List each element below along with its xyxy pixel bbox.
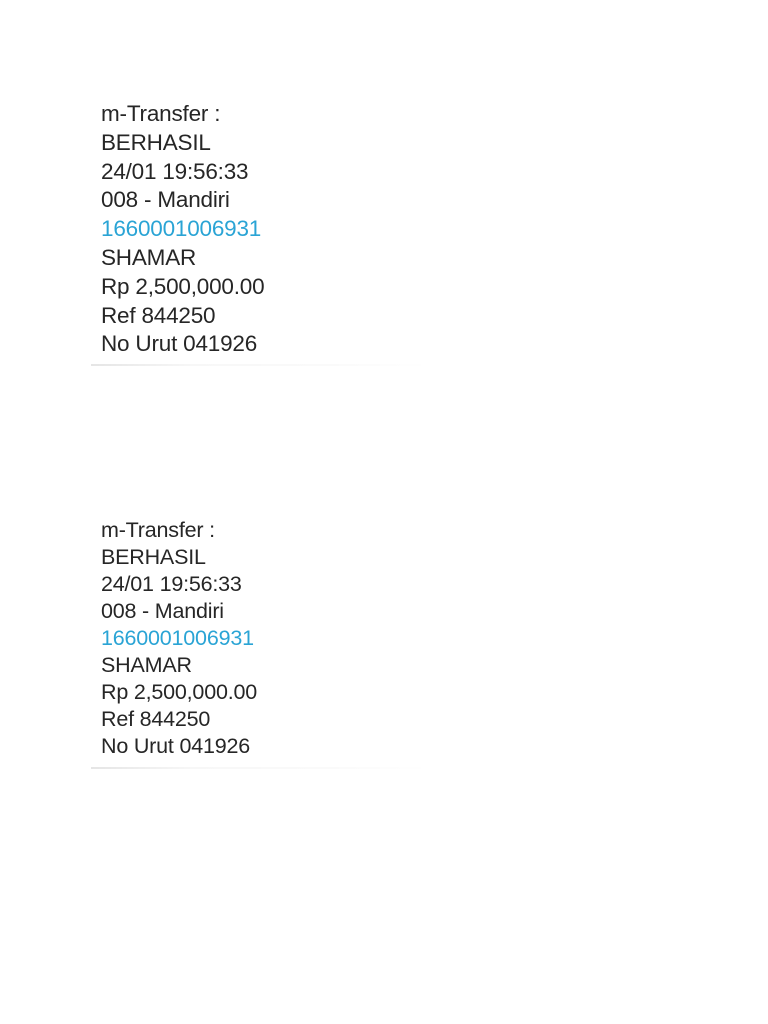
- destination-bank: 008 - Mandiri: [101, 599, 224, 623]
- transfer-status: BERHASIL: [101, 545, 206, 569]
- sequence-number: No Urut 041926: [101, 331, 258, 357]
- destination-bank: 008 - Mandiri: [101, 187, 230, 213]
- transfer-datetime: 24/01 19:56:33: [101, 572, 242, 596]
- recipient-name: SHAMAR: [101, 244, 197, 270]
- sequence-number: No Urut 041926: [101, 734, 250, 758]
- transfer-amount: Rp 2,500,000.00: [101, 273, 265, 299]
- reference-number: Ref 844250: [101, 302, 216, 328]
- transfer-amount: Rp 2,500,000.00: [101, 680, 257, 704]
- account-number-link[interactable]: 1660001006931: [101, 626, 254, 650]
- receipt-edge-shadow: [91, 767, 431, 769]
- receipt-title: m-Transfer :: [101, 518, 215, 542]
- reference-number: Ref 844250: [101, 707, 211, 731]
- receipt-title: m-Transfer :: [101, 101, 221, 126]
- recipient-name: SHAMAR: [101, 653, 192, 677]
- account-number-link[interactable]: 1660001006931: [101, 216, 262, 242]
- transfer-datetime: 24/01 19:56:33: [101, 158, 249, 184]
- transfer-status: BERHASIL: [101, 129, 211, 155]
- transfer-receipt-2: [101, 517, 431, 760]
- receipt-edge-shadow: [91, 364, 431, 366]
- transfer-receipt-1: [101, 100, 431, 359]
